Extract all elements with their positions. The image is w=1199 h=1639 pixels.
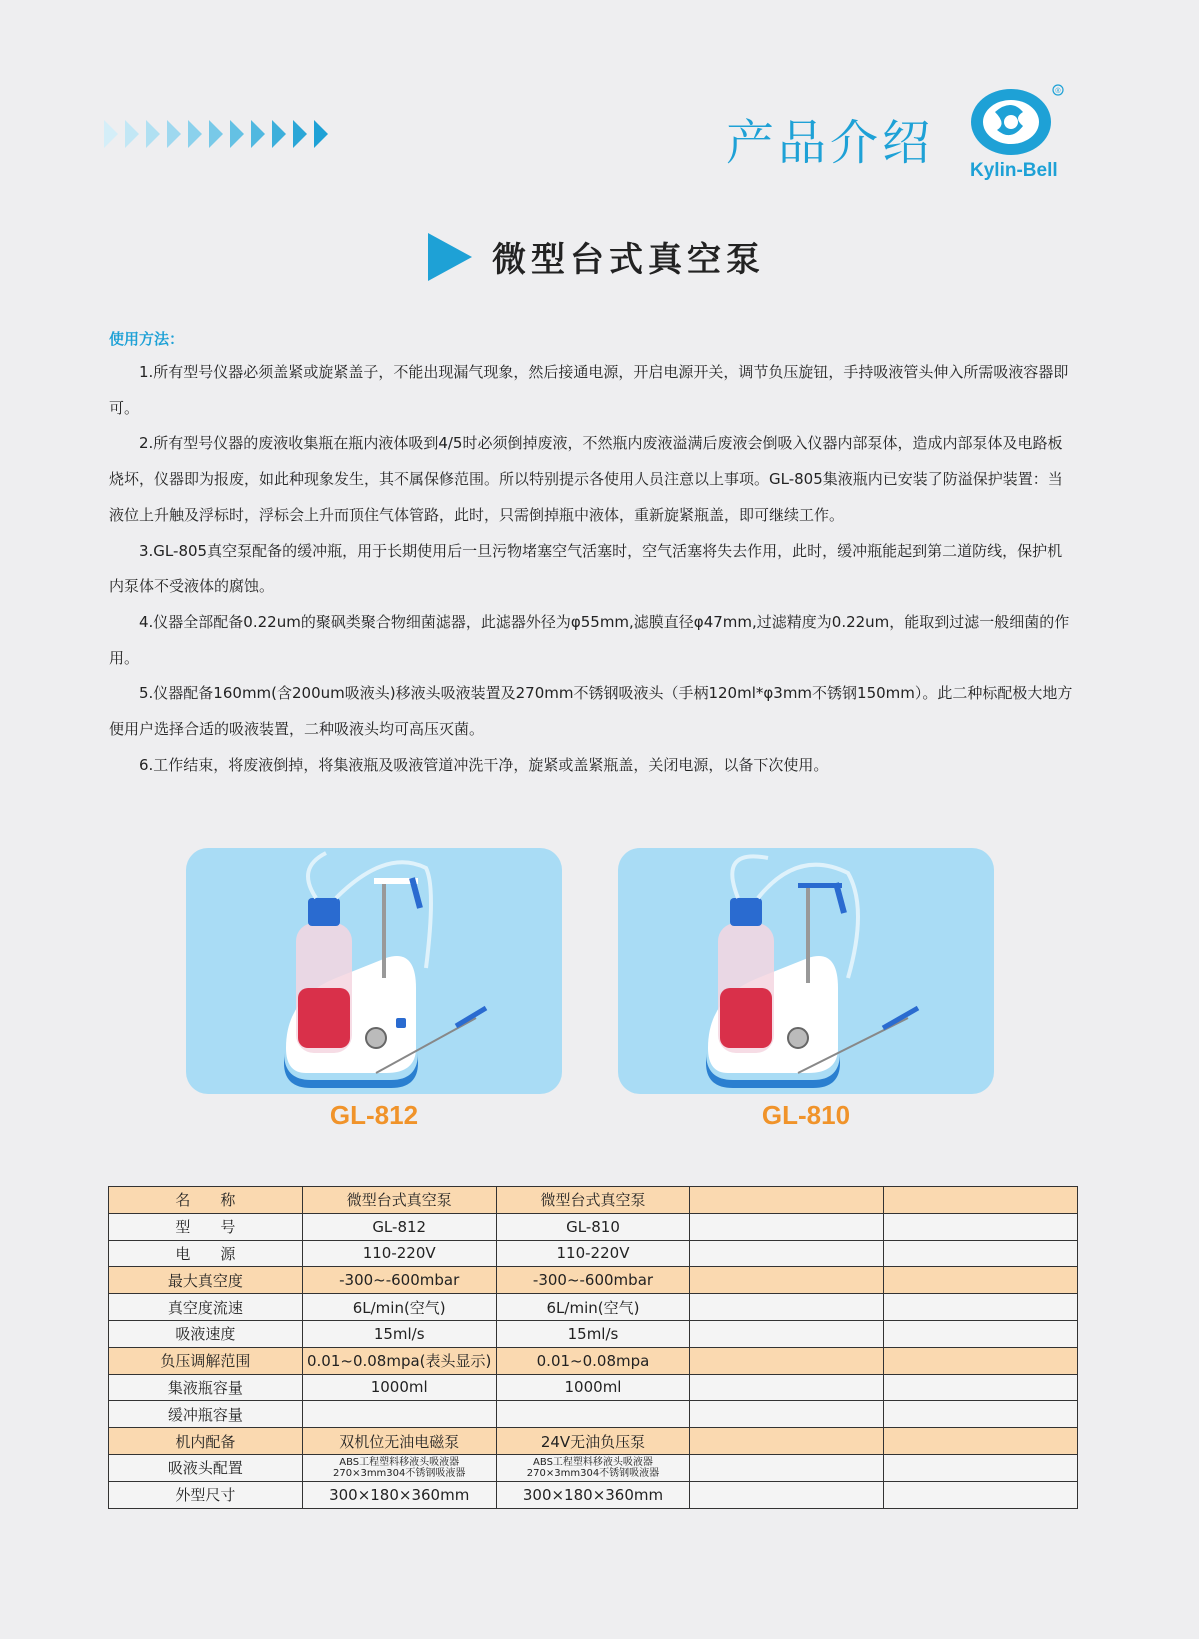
row-label: 真空度流速 — [109, 1294, 303, 1321]
model-label-gl812: GL-812 — [329, 1100, 419, 1130]
table-row — [109, 1401, 1078, 1428]
table-cell — [690, 1187, 884, 1214]
usage-paragraph: 6.工作结束，将废液倒掉，将集液瓶及吸液管道冲洗干净，旋紧或盖紧瓶盖，关闭电源，以备下次使用。 — [139, 755, 829, 774]
table-cell: 24V无油负压泵 — [496, 1428, 690, 1455]
row-label: 外型尺寸 — [109, 1481, 303, 1508]
table-row — [109, 1347, 1078, 1374]
usage-paragraph: 3.GL-805真空泵配备的缓冲瓶，用于长期使用后一旦污物堵塞空气活塞时，空气活塞将失去作用，此时，缓冲瓶能起到第二道防线，保护机内泵体不受液体的腐蚀。 — [109, 541, 1063, 596]
table-cell — [690, 1240, 884, 1267]
row-label: 缓冲瓶容量 — [109, 1401, 303, 1428]
product-image-gl810 — [618, 848, 994, 1094]
usage-heading: 使用方法： — [109, 330, 185, 348]
table-cell — [884, 1401, 1078, 1428]
table-cell: 300×180×360mm — [302, 1481, 496, 1508]
decorative-arrows — [104, 120, 335, 154]
table-row — [109, 1187, 1078, 1214]
table-cell: 6L/min(空气) — [496, 1294, 690, 1321]
table-cell — [884, 1320, 1078, 1347]
vacuum-pump-illustration — [618, 848, 994, 1094]
usage-instructions — [109, 355, 1075, 783]
table-row — [109, 1454, 1078, 1481]
table-cell: 0.01~0.08mpa — [496, 1347, 690, 1374]
vacuum-pump-illustration — [186, 848, 562, 1094]
table-cell: 1000ml — [496, 1374, 690, 1401]
table-cell — [884, 1240, 1078, 1267]
table-cell: 微型台式真空泵 — [496, 1187, 690, 1214]
usage-paragraph: 5.仪器配备160mm(含200um吸液头)移液头吸液装置及270mm不锈钢吸液头（手柄120ml*φ3mm不锈钢150mm）。此二种标配极大地方便用户选择合适的吸液装置，二种吸液头均可高压灭菌。 — [109, 684, 1073, 739]
table-cell — [690, 1428, 884, 1455]
usage-paragraph: 4.仪器全部配备0.22um的聚砜类聚合物细菌滤器，此滤器外径为φ55mm,滤膜直径φ47mm,过滤精度为0.22um，能取到过滤一般细菌的作用。 — [109, 612, 1070, 667]
table-cell — [884, 1374, 1078, 1401]
spec-table — [108, 1186, 1078, 1509]
table-cell: 1000ml — [302, 1374, 496, 1401]
product-title-block — [428, 232, 765, 281]
table-row — [109, 1481, 1078, 1508]
table-cell — [690, 1481, 884, 1508]
play-arrow-icon — [428, 233, 472, 281]
table-cell: -300~-600mbar — [302, 1267, 496, 1294]
table-row — [109, 1320, 1078, 1347]
table-cell — [884, 1213, 1078, 1240]
table-cell — [884, 1187, 1078, 1214]
table-cell — [884, 1481, 1078, 1508]
table-cell: GL-810 — [496, 1213, 690, 1240]
table-cell — [690, 1454, 884, 1481]
table-cell — [884, 1454, 1078, 1481]
table-cell: 15ml/s — [496, 1320, 690, 1347]
table-cell: 300×180×360mm — [496, 1481, 690, 1508]
table-row — [109, 1240, 1078, 1267]
brand-name: Kylin-Bell — [970, 160, 1058, 181]
table-cell: 15ml/s — [302, 1320, 496, 1347]
table-cell: 0.01~0.08mpa(表头显示) — [302, 1347, 496, 1374]
table-cell — [302, 1401, 496, 1428]
row-label: 机内配备 — [109, 1428, 303, 1455]
table-cell — [884, 1267, 1078, 1294]
table-cell: 110-220V — [496, 1240, 690, 1267]
table-cell — [302, 1454, 496, 1481]
table-cell: 6L/min(空气) — [302, 1294, 496, 1321]
cell-line: 270×3mm304不锈钢吸液器 — [332, 1467, 466, 1479]
table-cell — [690, 1320, 884, 1347]
row-label: 吸液头配置 — [109, 1454, 303, 1481]
row-label: 名 称 — [109, 1187, 303, 1214]
cell-line: ABS工程塑料移液头吸液器 — [339, 1456, 460, 1468]
table-cell: -300~-600mbar — [496, 1267, 690, 1294]
table-cell: 110-220V — [302, 1240, 496, 1267]
cell-line: ABS工程塑料移液头吸液器 — [533, 1456, 653, 1468]
table-cell — [884, 1347, 1078, 1374]
product-title: 微型台式真空泵 — [492, 240, 765, 280]
table-cell — [690, 1374, 884, 1401]
table-row — [109, 1213, 1078, 1240]
table-cell — [884, 1428, 1078, 1455]
usage-paragraph: 1.所有型号仪器必须盖紧或旋紧盖子，不能出现漏气现象，然后接通电源，开启电源开关，调节负压旋钮，手持吸液管头伸入所需吸液容器即可。 — [109, 363, 1069, 417]
table-row — [109, 1294, 1078, 1321]
table-cell — [690, 1401, 884, 1428]
table-cell — [496, 1454, 690, 1481]
table-cell — [690, 1347, 884, 1374]
table-cell: GL-812 — [302, 1213, 496, 1240]
row-label: 型 号 — [109, 1213, 303, 1240]
table-cell — [690, 1213, 884, 1240]
row-label: 集液瓶容量 — [109, 1374, 303, 1401]
header-title: 产品介绍 — [726, 115, 935, 171]
cell-line: 270×3mm304不锈钢吸液器 — [526, 1467, 660, 1479]
table-row — [109, 1374, 1078, 1401]
table-cell — [690, 1294, 884, 1321]
usage-paragraph: 2.所有型号仪器的废液收集瓶在瓶内液体吸到4/5时必须倒掉废液，不然瓶内废液溢满后废液会倒吸入仪器内部泵体，造成内部泵体及电路板烧坏，仪器即为报废，如此种现象发生，其不属保修范围。所以特别提示各使用人员注意以上事项。GL-805集液瓶内已安装了防溢保护装置：当液位上升触及浮标时，浮标会上升而顶住气体管路，此时，只需倒掉瓶中液体，重新旋紧瓶盖，即可继续工作。 — [109, 434, 1063, 524]
table-row — [109, 1267, 1078, 1294]
product-image-gl812 — [186, 848, 562, 1094]
table-cell: 双机位无油电磁泵 — [302, 1428, 496, 1455]
table-cell — [884, 1294, 1078, 1321]
row-label: 吸液速度 — [109, 1320, 303, 1347]
table-cell: 微型台式真空泵 — [302, 1187, 496, 1214]
model-label-gl810: GL-810 — [761, 1100, 851, 1130]
row-label: 负压调解范围 — [109, 1347, 303, 1374]
table-cell — [496, 1401, 690, 1428]
table-row — [109, 1428, 1078, 1455]
row-label: 最大真空度 — [109, 1267, 303, 1294]
row-label: 电 源 — [109, 1240, 303, 1267]
table-cell — [690, 1267, 884, 1294]
registered-mark: ® — [1055, 88, 1061, 95]
